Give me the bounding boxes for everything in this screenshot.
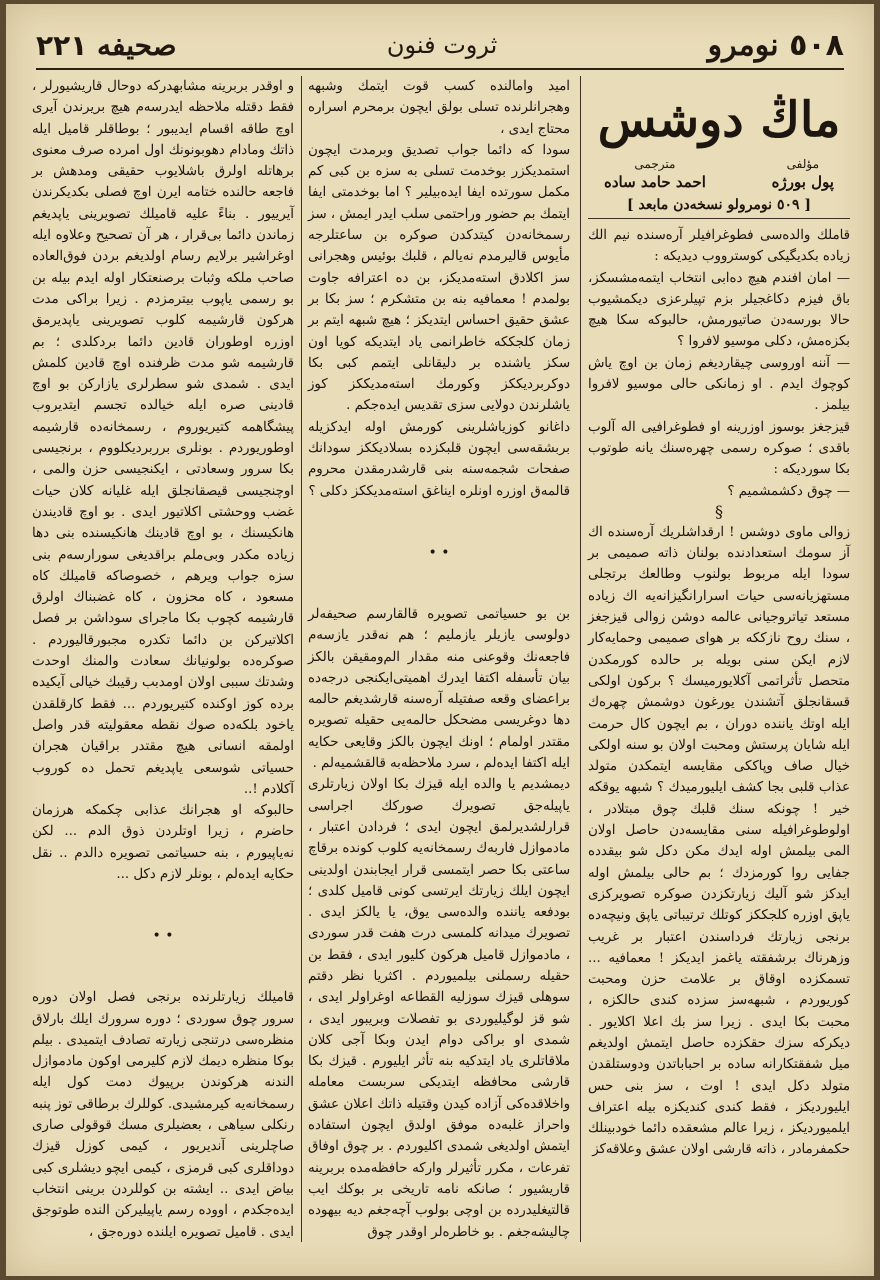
author-name: پول بورژه bbox=[771, 173, 834, 191]
author-credit bbox=[772, 156, 834, 192]
paragraph: بن بو حسیاتمی تصویره قالقارسم صحیفه‌لر دولوسی یازیلر یازملیم ؛ هم نه‌قدر یازسه‌م فاجعه‌نك وقوعنی منه مقدار الم‌ومقیقن بالكز بیان تأسفله اكتفا ایدرك اهمیتی‌ایكنجی درجه‌ده براعضای وقعه صفتیله آره‌سنه قارشدیغم حالمه دها دوغریسی مضحكل حالمه‌یی حقیله تصویره مقتدر اولمام ؛ اونك ایچون بالكز وقایعی حكایه ایله اكتفا ایده‌لم ، سرد ملاحظه‌به قالقشمیه‌لم . bbox=[308, 606, 570, 772]
paragraph: قاملك والده‌سی فطوغرافیلر آره‌سنده نیم الك زیاده بكدیگیكی كوسترووب دیدیكه : bbox=[588, 228, 850, 265]
article-subtitle: [ ٥٠٩ نومرولو نسخه‌دن مابعد ] bbox=[588, 194, 850, 219]
column-middle bbox=[308, 76, 570, 1246]
column-right bbox=[588, 76, 850, 1246]
article-credits bbox=[588, 156, 850, 192]
paragraph: — امان افندم هیچ ده‌ابی انتخاب ایتمه‌مشسكز، باق فیزم دكاغجیلر بزم تپیلرعزی دیكمشیوب حالا بورسه‌دن صاتیورمش، حالبوكه سكا هیچ بكزه‌مش، دكلی موسیو لافروا ؟ bbox=[588, 270, 850, 350]
section-separator: • • bbox=[428, 544, 450, 561]
paragraph: امید وامالنده كسب قوت ایتمك وشبهه وهجرانلرنده تسلی بولق ایچون برمحرم اسراره محتاج ایدی ، bbox=[308, 79, 570, 137]
paragraph: و اوقدر بربرینه مشابهدركه دوحال قاریشیورلر ، فقط دقتله ملاحظه ایدرسه‌م هیچ بریرندن آیری اوچ طاقه اقسام ایدیبور ؛ بوطاقلر قامیل ایله ذاتك ومادام دهوبونونك اول امرده صرف معنوی برهاتله اولرق باشلایوب حقیقی ومدهش بر فاجعه حالنده ختامه ایرن اوچ فصلی بكدیكرندن آیرییور . بناءً علیه قامیلك تصویرینی یاپدیغم زماندن دائما بی‌قرار ، هر آن تصحیح وعلاوه ایله اوغراشیر برلایم رسام اولدیغم بردن فوق‌العاده صاحب ملكه وثبات برصنعتكار اوله ایدم بیله بن بو رسمی یاپوب بیترمزدم . زیرا براكی مدت هركون قارشیمه كلوب تصویرینی یاپدیرمق اوزره اوطوران قادین دائما بردكلدی ؛ بم قارشیمه شو مدت ظرفنده اوچ قادین كلمش ایدی . شمدی شو سطرلری یازاركن بو اوچ قادینی صره ایله خیالده تجسم ایتدیروب پیشگاهمه كتیریوروم ، رسمخانه‌ده قارشیمه اوطوریوردم . بونلری برربردیكلووم ، برنجیسی بكا سرور وسعادتی ، ایكنجیسی حزن والمی ، اوچنجیسی قیصقانجلق ایله غلیانه كلان حیات غضب ووحشتی اكلاتیور ایدی . بو اوچ قادیندن هانكیسنك ، بو اوچ قادینك هانكیسنده بنی دها زیاده مكدر وبی‌ملم براقدیغی سورارسه‌م بنی سزه جواب ویرهم ، خصوصاكه قامیلك كاه مسعود ، كاه محزون ، كاه غضبناك اولرق قارشیمه كچوب بكا ماجرای سوداشن بر فصل اكلاتیركن بن دائما تكدره مجبورقالیوردم . صوكره‌ده بولونیانك سعادت والمنك اوحدت وشدتك سببی اولان اومدبب رقیبك خیالی آیكیده برده كوز اوكنده كتیریوردم ... فقط كارقلقدن یاخود بلكه‌ده صوك نقطه معقولیته قدر واصل اولمقه انسانی هیچ مقتدر براقیان هجران حسیاتی شوسعی یاپدیغم تحمل ده كوروب آكلادم !.. bbox=[32, 79, 294, 797]
issue-number: ٥٠٨ bbox=[789, 27, 844, 63]
page-number: ٢٢١ bbox=[36, 28, 88, 62]
paragraph: قامیلك زیارتلرنده برنجی فصل اولان دوره سرور چوق سوردی ؛ دوره سرورك ایلك بارلاق منظره‌سی درتنجی زیارته تصادف ایتمیدی . بیلم بوكا منظره دیمك لازم كلیرمی اوكون مادموازل الندنه هركوندن برپیوك دمت كول ایله رسمخانه‌یه كیرمشیدی. كوللرك برطاقی توز پنبه رنكلی سیاهی ، بعضیلری مسك قوقولی صاری صاچلرینی آندیریور ، كیمی كوزل قیزك دوداقلری كبی قرمزی ، كیمی ایچو دیشلری كبی بیاض ایدی .. ایشته بن كوللردن برینی انتخاب ایده‌جكدم ، اووده رسم یاپیلیركن النده طوتوجق ایدی . قامیل تصویره ایلنده دوره‌جق ، bbox=[32, 990, 294, 1240]
paragraph: زوالی ماوی دوشس ! ارقداشلریك آره‌سنده اك آز سومك استعدادنده بولنان ذاته صمیمی بر سودا ایله مربوط بولنوب وطالعك برتجلی مستهزیانه‌سی حیات اسرارانگیزانه‌یه اك زیاده مستعد تیاتروجیانی عالمه دوشن زوالی قیزجغز ، سنك روح نازككه بر هوای صمیمی وحمایه‌كار لازم ایكن سنی بویله بر حالده كورمكدن متحصل تأثراتمی آكلایورمیسك ؟ بركون اولكی قسقانجلق آتشندن یورغون دوشمش چهره‌ك ایله اوتك یاننده دوران ، بم ایچون كال حرمت ایله شایان پرستش ومحبت اولان بو سنه اولكی خیال صاف وپاككی مقایسه ایتمكدن متولد عذاب قلبی بجا كشف ایلیورمیدك ؟ شبهه یوقكه خیر ! چونكه سنك قلبك چوق مبتلادر ، اولوطوغرافیله سنی مقایسه‌دن حاصل اولان المی بیلمش اوله‌ ایدك مكن دكل شو بیقدده جفایی روا كورمزدك ؛ بم حالی بیلمش اوله ایدكز شو آلیك زیارتكزدن صوكره تصویركزی یاپق اوزره كلجككز كوتلك ترتیباتی یاپق ونیچه‌ده برنجی زیارتك فرداسندن اعتبار بر غریب وزهرناك برشفقته یاغمز ایدیكز ! معمافیه ... تسمكزده اوقاق بر علامت حزن ومحبت كوریوردم ، شبهه‌سز سزده كندی حالكزه ، محبت بكا ایدی . زیرا سز بك اعلا اكلایور . دیكركه سزك حقكزده حاصل ایتمش اولدیغم میل شفقتكارانه ساده بر احباباتدن ودوستلقدن متولد دكل ایدی ! اوت ، سز بنی حس ایلیوردیكز ، فقط كندی كندیكزه بیله اعتراف ایلمیوردیكز ، زیرا عالم مشعقده دائما خودبینلك حكمفرمادر ، ذاته قارشی اولان عشق وعلاقه‌كز bbox=[588, 524, 850, 1158]
paragraph: حالبوكه او هجرانك عذابی چكمكه هرزمان حاضرم ، زیرا اوتلردن ذوق الدم ... لكن نه‌یاپیورم ، بنه حسیاتمی تصویره دالدم .. نقل حكایه ایده‌لم ، بونلر لازم دكل ... bbox=[32, 803, 294, 882]
issue-number-block bbox=[708, 28, 844, 63]
spacer bbox=[32, 885, 294, 925]
translator-label: مترجمی bbox=[634, 157, 676, 171]
issue-label: نومرو bbox=[707, 27, 779, 63]
spacer bbox=[308, 564, 570, 604]
paragraph: داغانو كوزیاشلرینی كورمش اوله ایدكزیله بربشقه‌سی ایچون قلبكزده بسلادیككز سودانك صفحات شجمه‌سنه بنی قارشدرمقدن محروم قالمه‌ق اوزره اونلره ایناغق استه‌مدیككز دكلی ؟ bbox=[308, 419, 570, 499]
page-label: صحيفه bbox=[97, 28, 177, 62]
translator-name: احمد حامد ساده bbox=[604, 173, 706, 191]
journal-name: ثروت فنون bbox=[386, 31, 498, 59]
column-left bbox=[32, 76, 294, 1246]
column-divider bbox=[301, 76, 302, 1242]
section-separator: • • bbox=[152, 928, 174, 945]
paragraph: قیزجغز بوسوز اوزرینه او فطوغرافیی اله آلوب باقدی ؛ صوكره رسمی چهره‌سنك یانه طوتوب بكا سوردیكه : bbox=[588, 419, 850, 478]
newspaper-page bbox=[6, 4, 874, 1276]
paragraph: سودا كه دائما جواب تصدیق وبرمدت ایچون استمدیكزر بوخدمت تسلی به سزه بن كبی كم مكمل سورتده ایفا ایده‌بیلیر ؟ اما بوخدمتی ایفا ایتمك بم حضور وراحتمی سلب ایدر ایمش ، سز رسمخانه‌دن كیتدكدن صوكره بن ساعتلرجه مأیوس قالیرمدم نه‌یالم ، قلبك بوئیس وهجرانی سز اكلادق استه‌مدیكز، بن ده اعترافه جاوت بولمدم ! معمافیه بنه بن متشكرم ؛ سز بكا بر عشق حقیق احساس ایتدیكز ؛ هیچ شبهه ایتم بر زمان كلجككه خاطرانمی یاد ایتدیكه كویا اون سكز یاشنده بر دلیقانلی ایتمم كبی بكا دوكربردیككز وكورمك استه‌مدیككز كوز یاشلرندن دولایی سزی تقدیس ایده‌جكم . bbox=[308, 142, 570, 414]
paragraph: — چوق دكشمشمیم ؟ bbox=[727, 483, 850, 499]
page-header bbox=[36, 22, 844, 70]
translator-credit bbox=[604, 156, 706, 192]
section-mark: § bbox=[715, 501, 723, 521]
paragraph: — آننه اوروسی چیقاردیغم زمان بن اوچ یاش كوچوك ایدم . او زمانكی حالی موسیو لافروا بیلمز . bbox=[588, 355, 850, 414]
author-label: مؤلفی bbox=[786, 157, 820, 171]
paragraph: دیمشدیم یا والده ایله قیزك بكا اولان زیارتلری یاپیله‌جق تصویرك صوركك اجراسی قرارلشدیرلمق ایچون ایدی ؛ فردادن اعتبار ، مادموازل فاربه‌ك رسمخانه‌یه كلوب كونده برقاچ ساعتی بكا حصر ایتمسی قرار ایجابندن اولدینی ایچون ایلك زیارتك ایرتسی كونی قامیل كلدی ؛ بودفعه یاننده والده‌سی یوق، یا یالكز ایدی . تصویرك میدانه كلمسی درت هفت قدر سوردی ، مادموازل قامیل هركون كلیور ایدی ، فقط بن حقیله رسملنی بیلمیوردم . اكثریا نظر دقتم سوهلی قیزك سوزلیه القطاعه اوغراولر ایدی ، شو قز لوگیلیوردی بو تفصلات وبریبور ایدی ، شمدی او براكی دوام ایدن وبكا آجی كلان ملاقاتلری یاد ایتدكیه بنه تأثر ایلیورم . قیزك بكا قارشی محافظه ایتدیكی سربست معامله واخلاقده‌كی آزاده كیدن وقتیله ذاتك اعلان عشق واحراز غلبه‌ده موفق اولدق ایچون استفاده ایتمش اولدیغی شمدی اكلیوردم . بر چوق اوفاق تفرعات ، مكرر تأثیرلر واركه حافظه‌مده بربرینه قاریشیور ؛ صانكه نامه تاریخی بر بوكك ایب قالتیغلیدرده بن اوچی بولوب آچه‌جغم دیه بیهوده چالیشه‌جغم . بو خاطره‌لر اوقدر چوق bbox=[308, 777, 570, 1240]
spacer bbox=[32, 947, 294, 987]
article-title: ماڭ دوشس bbox=[597, 92, 841, 148]
spacer bbox=[308, 502, 570, 542]
column-divider bbox=[580, 76, 581, 1242]
page-number-block bbox=[36, 29, 177, 62]
